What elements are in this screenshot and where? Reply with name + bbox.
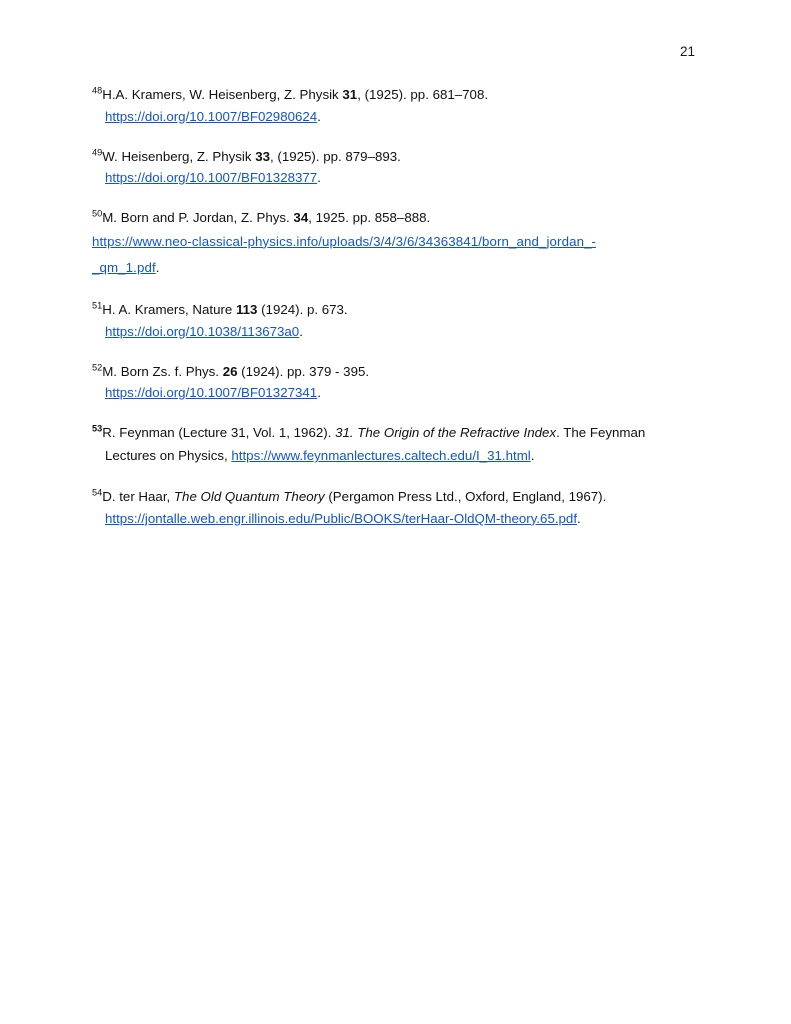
reference-53-text-before: R. Feynman (Lecture 31, Vol. 1, 1962).	[102, 425, 336, 441]
reference-48-text-after: , (1925). pp. 681–708.	[357, 87, 489, 102]
reference-53-line-2	[92, 445, 702, 468]
footnote-marker-50: 50	[92, 208, 103, 219]
reference-54-text-before: D. ter Haar,	[102, 489, 174, 505]
reference-48-url-suffix: .	[317, 108, 321, 124]
page-number: 21	[679, 44, 695, 59]
reference-49-url-line	[92, 167, 702, 189]
reference-50-url-line-2	[92, 255, 702, 281]
reference-53-source: Lectures on Physics,	[105, 447, 232, 463]
reference-entry-49	[92, 146, 702, 189]
reference-51-text-before: H. A. Kramers, Nature	[102, 302, 236, 317]
footnote-marker-54: 54	[92, 487, 103, 498]
footnote-marker-51: 51	[92, 300, 103, 311]
reference-54-citation	[92, 486, 702, 508]
reference-53-title: 31. The Origin of the Refractive Index	[335, 425, 557, 441]
reference-54-title: The Old Quantum Theory	[173, 489, 325, 505]
reference-52-url-suffix: .	[317, 385, 321, 401]
reference-50-url-link-part1[interactable]: https://www.neo-classical-physics.info/uploads/3/4/3/6/34363841/born_and_jordan_-	[92, 233, 597, 249]
reference-48-citation	[92, 84, 702, 106]
references-list	[92, 84, 702, 548]
reference-entry-54	[92, 486, 702, 529]
reference-52-text-after: (1924). pp. 379 - 395.	[237, 363, 370, 379]
reference-49-volume: 33	[255, 148, 270, 164]
reference-50-url-suffix: .	[155, 259, 160, 275]
footnote-marker-52: 52	[92, 362, 103, 373]
reference-50-text-before: M. Born and P. Jordan, Z. Phys.	[102, 210, 294, 226]
reference-49-citation	[92, 146, 702, 168]
reference-48-doi-link[interactable]: https://doi.org/10.1007/BF02980624	[105, 108, 318, 124]
reference-entry-48	[92, 84, 702, 127]
reference-51-text-after: (1924). p. 673.	[257, 302, 348, 317]
reference-50-citation	[92, 207, 702, 229]
reference-48-text-before: H.A. Kramers, W. Heisenberg, Z. Physik	[102, 87, 343, 102]
reference-51-volume: 113	[235, 302, 258, 317]
reference-51-url-suffix: .	[299, 323, 303, 339]
reference-54-text-after: (Pergamon Press Ltd., Oxford, England, 1967).	[324, 489, 607, 505]
reference-entry-50	[92, 207, 702, 280]
reference-48-url-line	[92, 106, 702, 128]
reference-53-text-after: . The Feynman	[556, 425, 646, 441]
reference-53-url-link[interactable]: https://www.feynmanlectures.caltech.edu/I_31.html	[231, 447, 531, 463]
reference-51-doi-link[interactable]: https://doi.org/10.1038/113673a0	[105, 323, 300, 339]
reference-51-citation	[92, 299, 702, 321]
reference-53-url-suffix: .	[530, 447, 535, 463]
reference-entry-53	[92, 422, 702, 468]
reference-54-url-line	[92, 508, 702, 530]
reference-entry-51	[92, 299, 702, 342]
reference-49-text-before: W. Heisenberg, Z. Physik	[102, 148, 256, 164]
reference-49-url-suffix: .	[317, 170, 321, 186]
reference-54-url-link[interactable]: https://jontalle.web.engr.illinois.edu/Public/BOOKS/terHaar-OldQM-theory.65.pdf	[105, 510, 578, 526]
footnote-marker-53: 53	[92, 423, 103, 434]
reference-48-volume: 31	[342, 87, 358, 102]
reference-54-url-suffix: .	[577, 510, 581, 526]
reference-52-url-line	[92, 382, 702, 404]
reference-entry-52	[92, 361, 702, 404]
reference-50-url-line-1	[92, 229, 702, 255]
reference-52-doi-link[interactable]: https://doi.org/10.1007/BF01327341	[105, 385, 318, 401]
reference-52-text-before: M. Born Zs. f. Phys.	[102, 363, 223, 379]
reference-51-url-line	[92, 321, 702, 343]
reference-49-doi-link[interactable]: https://doi.org/10.1007/BF01328377	[105, 170, 318, 186]
footnote-marker-49: 49	[92, 147, 103, 158]
reference-53-citation	[92, 422, 702, 445]
footnote-marker-48: 48	[92, 85, 103, 96]
reference-50-url-link-part2[interactable]: _qm_1.pdf	[92, 259, 156, 275]
reference-50-volume: 34	[293, 210, 309, 226]
reference-49-text-after: , (1925). pp. 879–893.	[270, 148, 401, 164]
reference-52-citation	[92, 361, 702, 383]
reference-52-volume: 26	[222, 363, 238, 379]
reference-50-text-after: , 1925. pp. 858–888.	[308, 210, 431, 226]
